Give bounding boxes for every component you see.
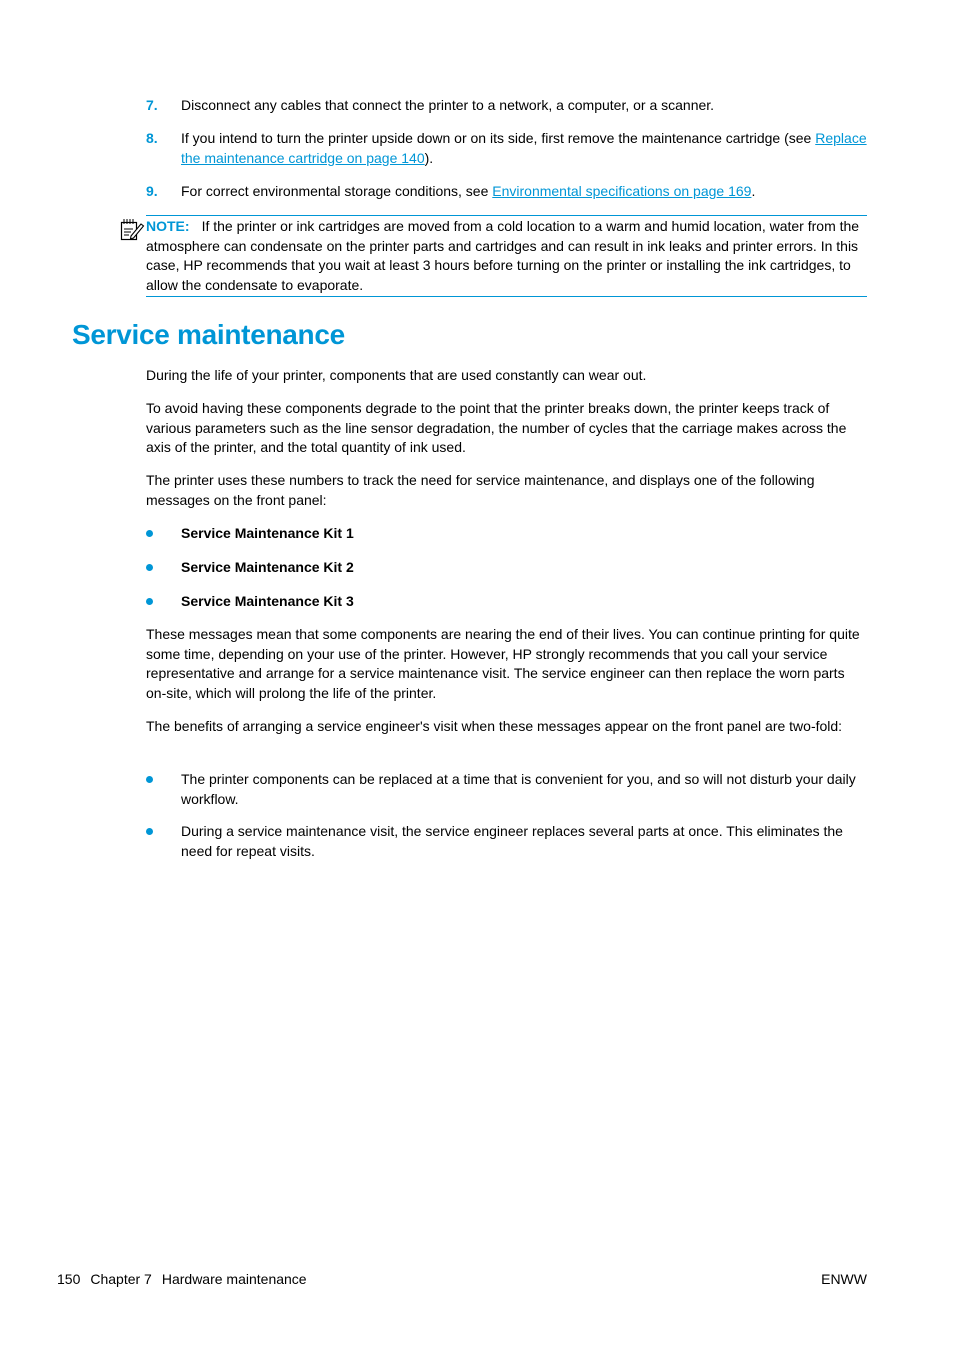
page-number: 150 (57, 1271, 81, 1287)
paragraph-1: During the life of your printer, components that are used constantly can wear out. (146, 367, 647, 383)
kit-name: Service Maintenance Kit 1 (181, 525, 354, 541)
benefit-text: The printer components can be replaced at a time that is convenient for you, and so will not disturb your daily workflow. (181, 771, 856, 807)
benefit-text: During a service maintenance visit, the service engineer replaces several parts at once. This eliminates the need for repeat visits. (181, 823, 843, 859)
step-number: 8. (146, 130, 158, 146)
environmental-specifications-link[interactable]: Environmental specifications on page 169 (492, 183, 752, 199)
bullet-icon (146, 828, 153, 835)
step-text (181, 182, 867, 202)
bullet-icon (146, 776, 153, 783)
step-text (181, 129, 867, 168)
footer-locale: ENWW (821, 1271, 867, 1287)
replace-maintenance-cartridge-link[interactable]: Replace the maintenance cartridge on page 140 (181, 130, 867, 166)
note-label: NOTE: (146, 218, 190, 234)
step-text-after: . (751, 183, 756, 199)
kit-name: Service Maintenance Kit 2 (181, 559, 354, 575)
kit-name: Service Maintenance Kit 3 (181, 593, 354, 609)
bullet-icon (146, 564, 153, 571)
note-icon (119, 217, 145, 241)
note-box (146, 215, 867, 297)
chapter-label: Chapter 7 (90, 1271, 152, 1287)
chapter-title: Hardware maintenance (161, 1271, 307, 1287)
step-text-after: ). (424, 149, 434, 166)
page-footer (57, 1270, 317, 1290)
step-text-before: If you intend to turn the printer upside down or on its side, first remove the maintenance cartridge (see (181, 130, 816, 146)
paragraph-3: The printer uses these numbers to track the need for service maintenance, and displays one of the following messages on the front panel: (146, 472, 815, 508)
paragraph-2: To avoid having these components degrade to the point that the printer breaks down, the printer keeps track of various parameters such as the line sensor degradation, the number of cycles that the carriage makes across the axis of the printer, and the total quantity of ink used. (146, 400, 847, 455)
note-text: If the printer or ink cartridges are moved from a cold location to a warm and humid location, water from the atmosphere can condensate on the printer parts and cartridges and can result in ink leaks and printer errors. In this case, HP recommends that you wait at least 3 hours before turning on the printer or installing the ink cartridges, to allow the condensate to evaporate. (146, 218, 860, 293)
paragraph-4: These messages mean that some components are nearing the end of their lives. You can continue printing for quite some time, depending on your use of the printer. However, HP strongly recommends that you call your service representative and arrange for a service maintenance visit. The service engineer can then replace the worn parts on-site, which will prolong the life of the printer. (146, 626, 860, 701)
bullet-icon (146, 598, 153, 605)
step-text-before: For correct environmental storage conditions, see (181, 183, 493, 199)
step-number: 9. (146, 183, 158, 199)
bullet-icon (146, 530, 153, 537)
step-number: 7. (146, 97, 158, 113)
section-title: Service maintenance (72, 319, 345, 350)
paragraph-5: The benefits of arranging a service engineer's visit when these messages appear on the front panel are two-fold: (146, 718, 843, 734)
step-text: Disconnect any cables that connect the printer to a network, a computer, or a scanner. (181, 97, 715, 113)
